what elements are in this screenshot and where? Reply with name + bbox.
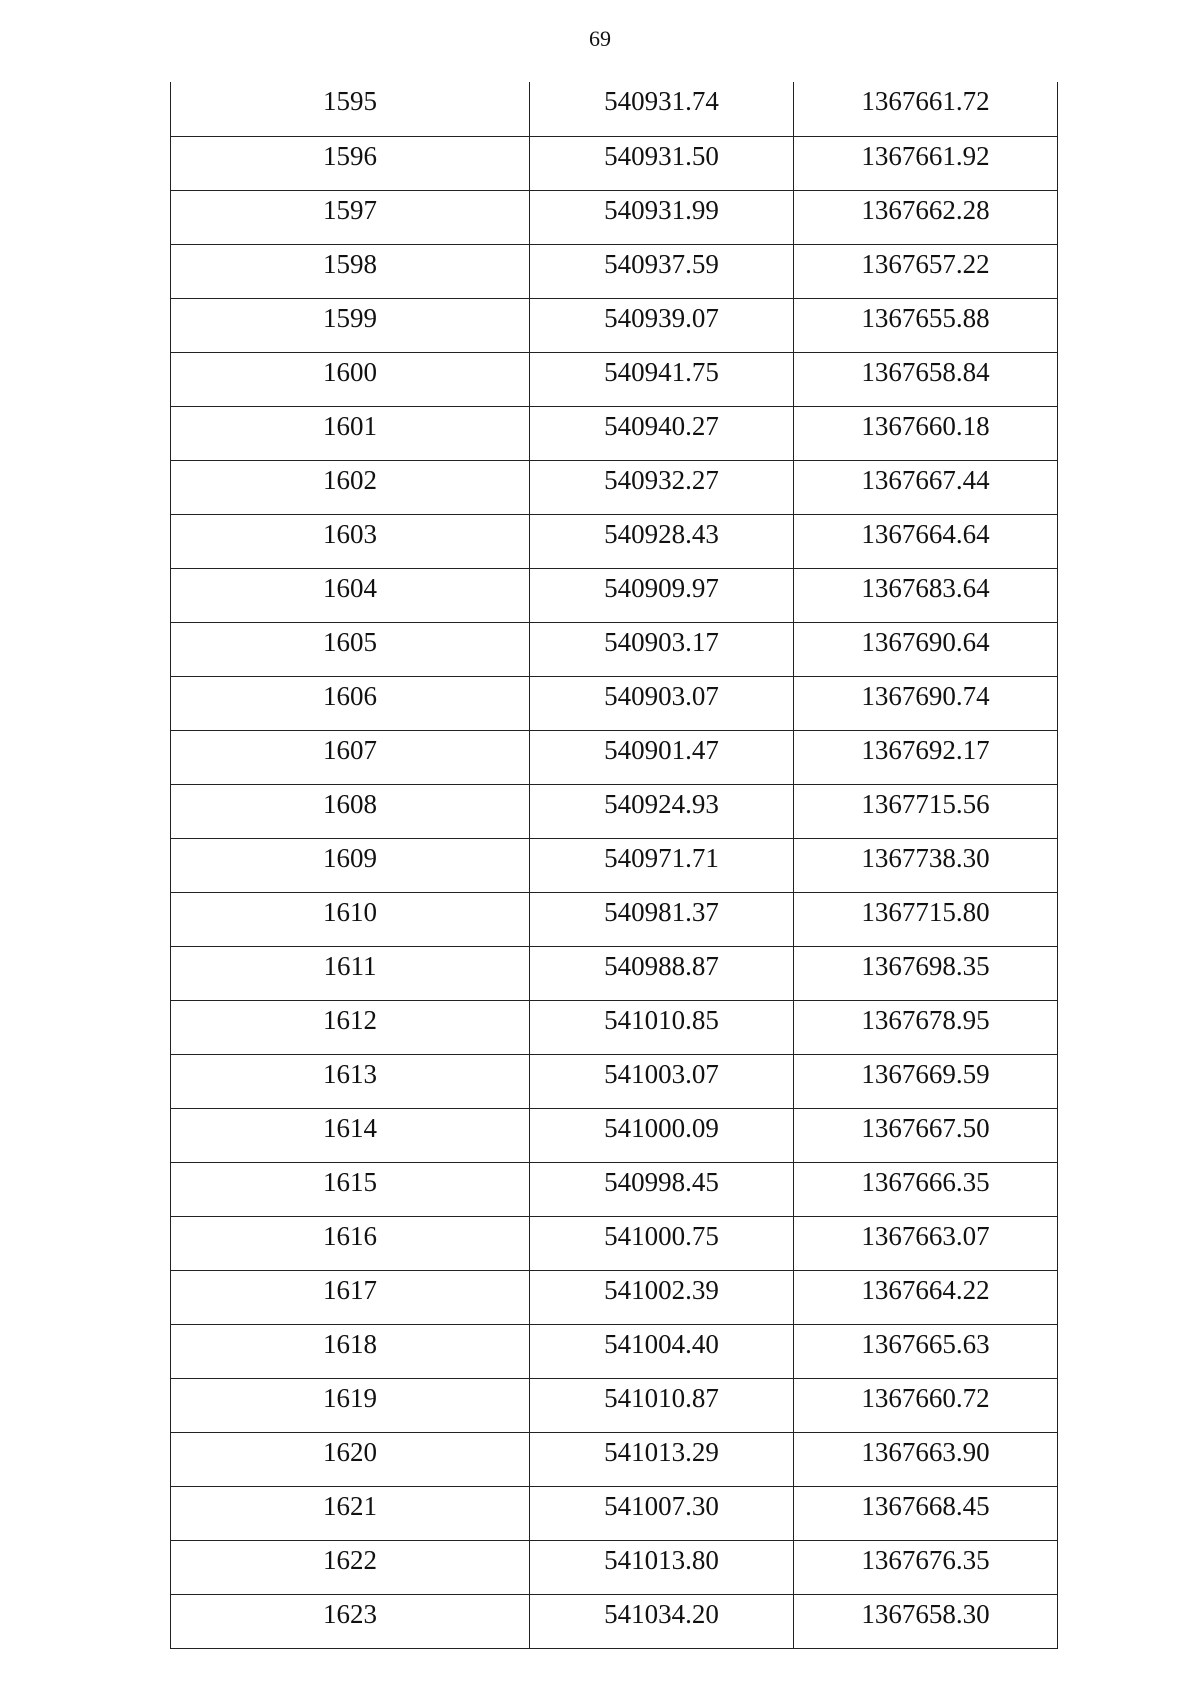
point-number-cell: 1622 bbox=[171, 1540, 530, 1594]
x-coordinate-cell: 540940.27 bbox=[530, 406, 794, 460]
x-coordinate-cell: 540903.07 bbox=[530, 676, 794, 730]
x-coordinate-cell: 541010.85 bbox=[530, 1000, 794, 1054]
y-coordinate-cell: 1367690.74 bbox=[794, 676, 1058, 730]
x-coordinate-cell: 541004.40 bbox=[530, 1324, 794, 1378]
point-number-cell: 1598 bbox=[171, 244, 530, 298]
table-row bbox=[171, 1162, 1058, 1216]
point-number-cell: 1602 bbox=[171, 460, 530, 514]
y-coordinate-cell: 1367662.28 bbox=[794, 190, 1058, 244]
table-row bbox=[171, 1270, 1058, 1324]
point-number-cell: 1611 bbox=[171, 946, 530, 1000]
y-coordinate-cell: 1367666.35 bbox=[794, 1162, 1058, 1216]
point-number-cell: 1601 bbox=[171, 406, 530, 460]
x-coordinate-cell: 540937.59 bbox=[530, 244, 794, 298]
x-coordinate-cell: 540941.75 bbox=[530, 352, 794, 406]
y-coordinate-cell: 1367660.72 bbox=[794, 1378, 1058, 1432]
point-number-cell: 1595 bbox=[171, 82, 530, 136]
y-coordinate-cell: 1367715.56 bbox=[794, 784, 1058, 838]
x-coordinate-cell: 541000.09 bbox=[530, 1108, 794, 1162]
table-row bbox=[171, 730, 1058, 784]
table-row bbox=[171, 298, 1058, 352]
table-row bbox=[171, 892, 1058, 946]
y-coordinate-cell: 1367664.64 bbox=[794, 514, 1058, 568]
table-row bbox=[171, 1000, 1058, 1054]
y-coordinate-cell: 1367715.80 bbox=[794, 892, 1058, 946]
y-coordinate-cell: 1367663.90 bbox=[794, 1432, 1058, 1486]
point-number-cell: 1610 bbox=[171, 892, 530, 946]
table-row bbox=[171, 1540, 1058, 1594]
table-row bbox=[171, 622, 1058, 676]
x-coordinate-cell: 541013.80 bbox=[530, 1540, 794, 1594]
table-row bbox=[171, 406, 1058, 460]
x-coordinate-cell: 540932.27 bbox=[530, 460, 794, 514]
x-coordinate-cell: 540909.97 bbox=[530, 568, 794, 622]
x-coordinate-cell: 540924.93 bbox=[530, 784, 794, 838]
table-row bbox=[171, 784, 1058, 838]
x-coordinate-cell: 540988.87 bbox=[530, 946, 794, 1000]
y-coordinate-cell: 1367678.95 bbox=[794, 1000, 1058, 1054]
x-coordinate-cell: 540928.43 bbox=[530, 514, 794, 568]
x-coordinate-cell: 540903.17 bbox=[530, 622, 794, 676]
x-coordinate-cell: 540901.47 bbox=[530, 730, 794, 784]
y-coordinate-cell: 1367738.30 bbox=[794, 838, 1058, 892]
y-coordinate-cell: 1367668.45 bbox=[794, 1486, 1058, 1540]
table-row bbox=[171, 1432, 1058, 1486]
point-number-cell: 1596 bbox=[171, 136, 530, 190]
point-number-cell: 1615 bbox=[171, 1162, 530, 1216]
point-number-cell: 1619 bbox=[171, 1378, 530, 1432]
point-number-cell: 1607 bbox=[171, 730, 530, 784]
table-row bbox=[171, 1054, 1058, 1108]
point-number-cell: 1609 bbox=[171, 838, 530, 892]
y-coordinate-cell: 1367661.92 bbox=[794, 136, 1058, 190]
y-coordinate-cell: 1367690.64 bbox=[794, 622, 1058, 676]
x-coordinate-cell: 541010.87 bbox=[530, 1378, 794, 1432]
table-row bbox=[171, 838, 1058, 892]
y-coordinate-cell: 1367665.63 bbox=[794, 1324, 1058, 1378]
y-coordinate-cell: 1367657.22 bbox=[794, 244, 1058, 298]
point-number-cell: 1621 bbox=[171, 1486, 530, 1540]
x-coordinate-cell: 541000.75 bbox=[530, 1216, 794, 1270]
point-number-cell: 1618 bbox=[171, 1324, 530, 1378]
table-row bbox=[171, 676, 1058, 730]
x-coordinate-cell: 541002.39 bbox=[530, 1270, 794, 1324]
y-coordinate-cell: 1367683.64 bbox=[794, 568, 1058, 622]
x-coordinate-cell: 541013.29 bbox=[530, 1432, 794, 1486]
table-row bbox=[171, 1378, 1058, 1432]
y-coordinate-cell: 1367667.50 bbox=[794, 1108, 1058, 1162]
y-coordinate-cell: 1367698.35 bbox=[794, 946, 1058, 1000]
x-coordinate-cell: 541034.20 bbox=[530, 1594, 794, 1648]
x-coordinate-cell: 540939.07 bbox=[530, 298, 794, 352]
point-number-cell: 1616 bbox=[171, 1216, 530, 1270]
point-number-cell: 1600 bbox=[171, 352, 530, 406]
point-number-cell: 1617 bbox=[171, 1270, 530, 1324]
table-row bbox=[171, 460, 1058, 514]
y-coordinate-cell: 1367676.35 bbox=[794, 1540, 1058, 1594]
point-number-cell: 1599 bbox=[171, 298, 530, 352]
point-number-cell: 1612 bbox=[171, 1000, 530, 1054]
point-number-cell: 1605 bbox=[171, 622, 530, 676]
table-row bbox=[171, 82, 1058, 136]
table-row bbox=[171, 190, 1058, 244]
table-row bbox=[171, 568, 1058, 622]
coordinates-table bbox=[170, 82, 1058, 1649]
y-coordinate-cell: 1367667.44 bbox=[794, 460, 1058, 514]
point-number-cell: 1608 bbox=[171, 784, 530, 838]
table-row bbox=[171, 244, 1058, 298]
table-row bbox=[171, 946, 1058, 1000]
y-coordinate-cell: 1367655.88 bbox=[794, 298, 1058, 352]
x-coordinate-cell: 540981.37 bbox=[530, 892, 794, 946]
y-coordinate-cell: 1367663.07 bbox=[794, 1216, 1058, 1270]
table-row bbox=[171, 1594, 1058, 1648]
point-number-cell: 1620 bbox=[171, 1432, 530, 1486]
table-row bbox=[171, 136, 1058, 190]
table-row bbox=[171, 1324, 1058, 1378]
table-row bbox=[171, 1216, 1058, 1270]
table-row bbox=[171, 514, 1058, 568]
y-coordinate-cell: 1367669.59 bbox=[794, 1054, 1058, 1108]
x-coordinate-cell: 541003.07 bbox=[530, 1054, 794, 1108]
point-number-cell: 1606 bbox=[171, 676, 530, 730]
y-coordinate-cell: 1367658.30 bbox=[794, 1594, 1058, 1648]
y-coordinate-cell: 1367692.17 bbox=[794, 730, 1058, 784]
y-coordinate-cell: 1367661.72 bbox=[794, 82, 1058, 136]
point-number-cell: 1623 bbox=[171, 1594, 530, 1648]
y-coordinate-cell: 1367658.84 bbox=[794, 352, 1058, 406]
page-number: 69 bbox=[589, 26, 611, 51]
x-coordinate-cell: 540998.45 bbox=[530, 1162, 794, 1216]
point-number-cell: 1613 bbox=[171, 1054, 530, 1108]
point-number-cell: 1604 bbox=[171, 568, 530, 622]
table-row bbox=[171, 1486, 1058, 1540]
x-coordinate-cell: 541007.30 bbox=[530, 1486, 794, 1540]
x-coordinate-cell: 540931.99 bbox=[530, 190, 794, 244]
table-row bbox=[171, 1108, 1058, 1162]
point-number-cell: 1614 bbox=[171, 1108, 530, 1162]
point-number-cell: 1597 bbox=[171, 190, 530, 244]
x-coordinate-cell: 540971.71 bbox=[530, 838, 794, 892]
x-coordinate-cell: 540931.50 bbox=[530, 136, 794, 190]
point-number-cell: 1603 bbox=[171, 514, 530, 568]
x-coordinate-cell: 540931.74 bbox=[530, 82, 794, 136]
table-row bbox=[171, 352, 1058, 406]
y-coordinate-cell: 1367664.22 bbox=[794, 1270, 1058, 1324]
coordinates-table-body bbox=[171, 82, 1058, 1648]
y-coordinate-cell: 1367660.18 bbox=[794, 406, 1058, 460]
